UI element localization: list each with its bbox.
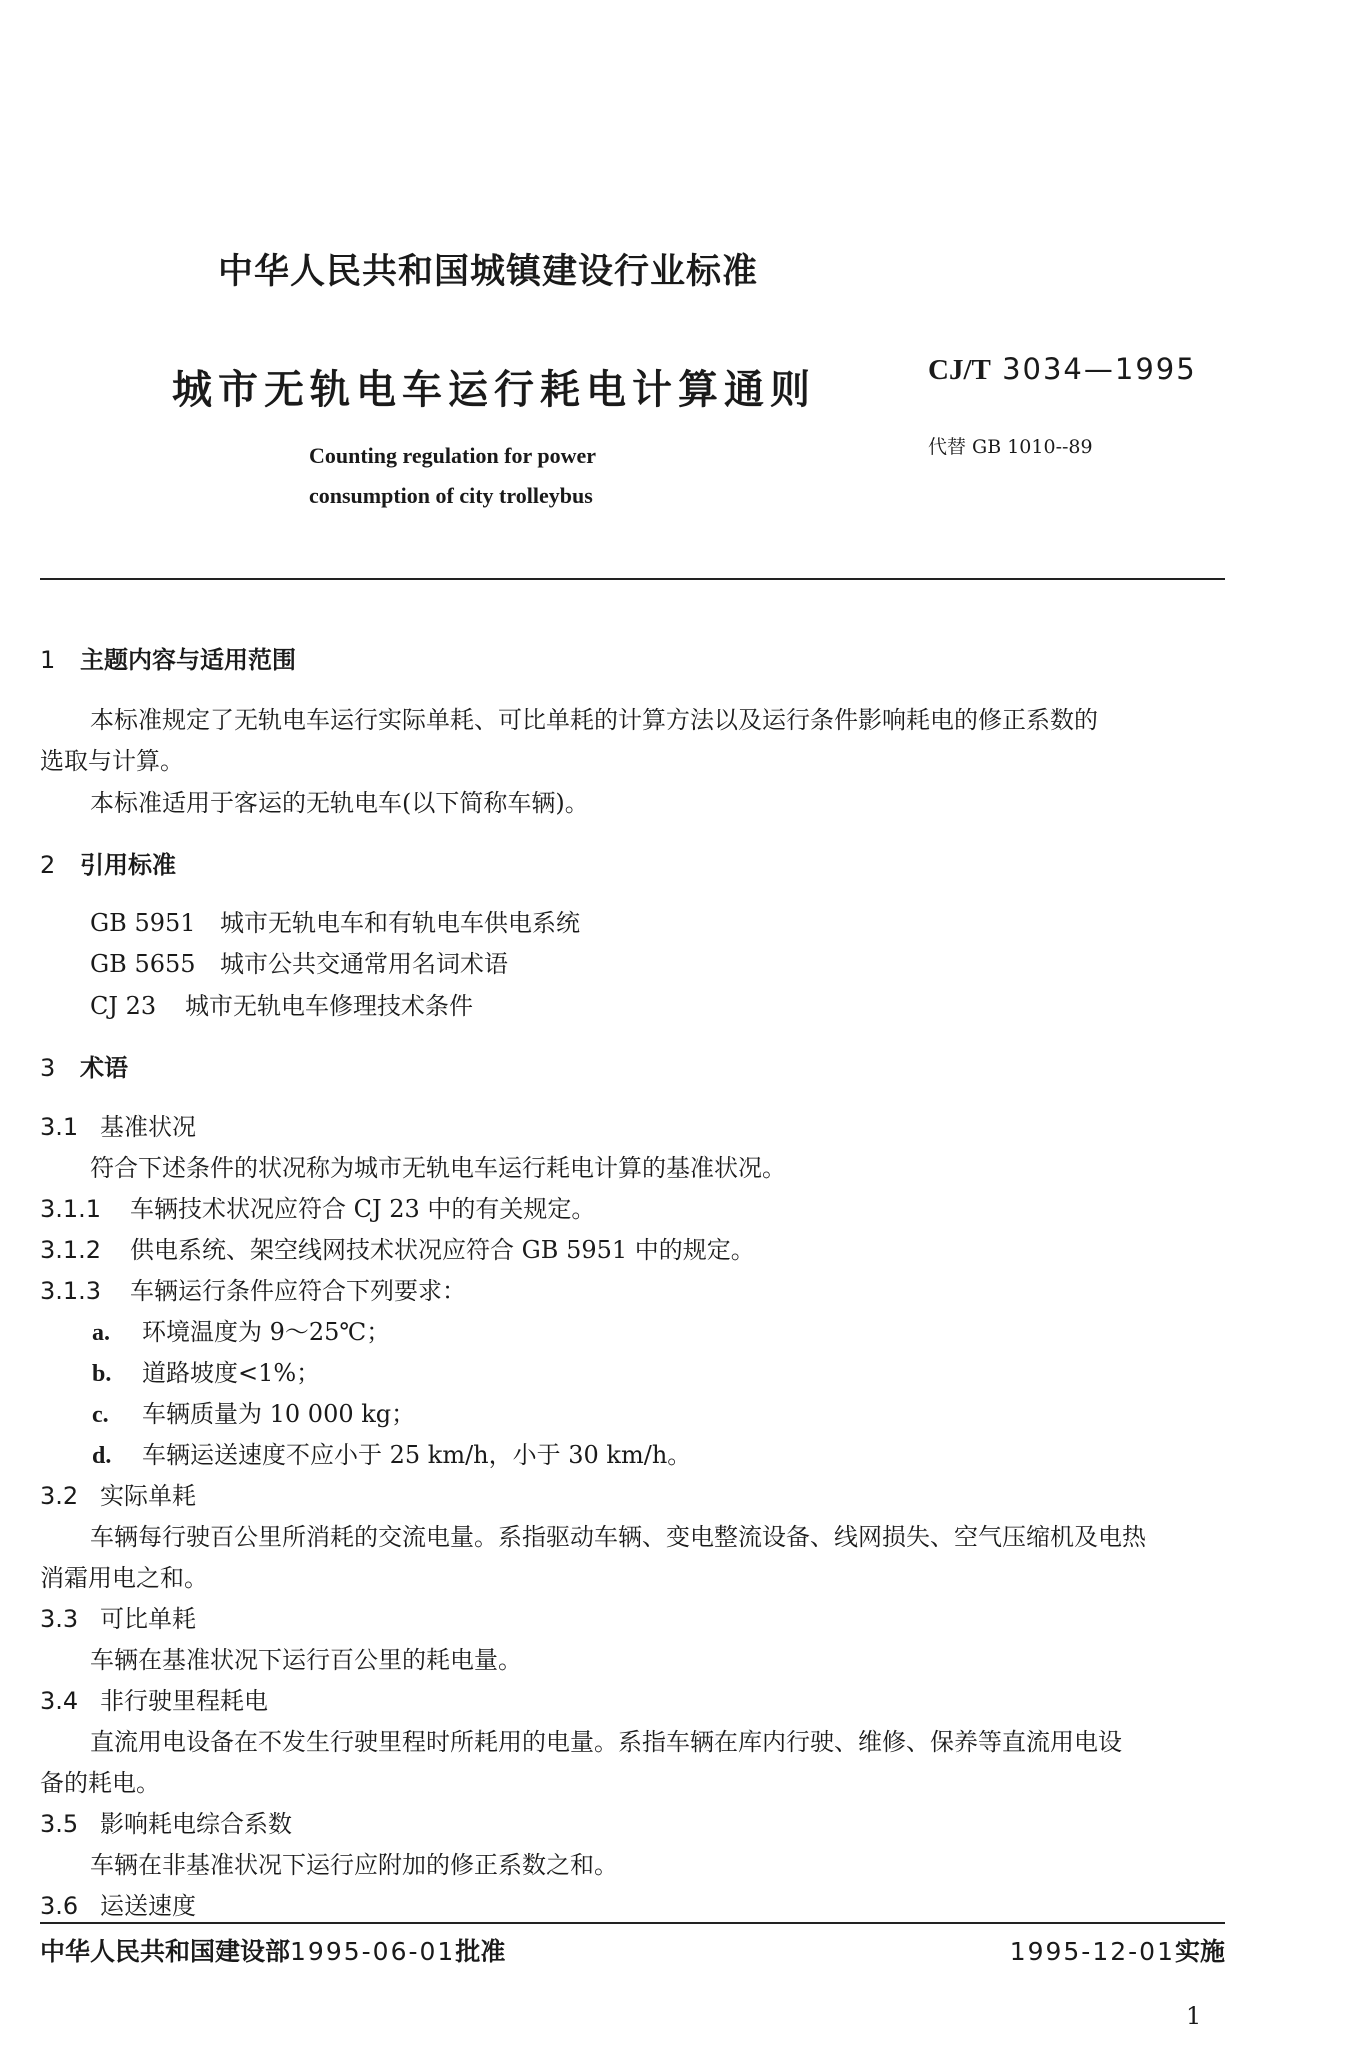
clause-number: 3.6	[40, 1892, 79, 1920]
list-item-marker: c.	[92, 1402, 109, 1428]
approving-authority: 中华人民共和国建设部	[40, 1937, 291, 1966]
standard-number	[928, 352, 1197, 387]
term-3-2	[40, 1476, 196, 1511]
header-divider	[40, 578, 1225, 580]
clause-number: 3.5	[40, 1810, 79, 1838]
list-item-marker: b.	[92, 1361, 112, 1387]
document-title-en-line1: Counting regulation for power	[309, 443, 597, 468]
reference-item	[90, 944, 508, 979]
list-item	[92, 1394, 415, 1429]
effective-date: 1995-12-01	[1009, 1937, 1175, 1966]
list-item-text: 道路坡度<1%；	[142, 1359, 321, 1387]
clause-number: 3.2	[40, 1482, 79, 1510]
list-item-text: 车辆运送速度不应小于 25 km/h，小于 30 km/h。	[142, 1441, 692, 1469]
term-3-4-definition-line2: 备的耗电。	[40, 1769, 160, 1797]
clause-title: 实际单耗	[100, 1482, 196, 1510]
clause-title: 非行驶里程耗电	[100, 1687, 268, 1715]
clause-text: 车辆技术状况应符合 CJ 23 中的有关规定。	[130, 1195, 596, 1223]
standard-number-value: 3034—1995	[1002, 352, 1197, 386]
document-title-zh: 城市无轨电车运行耗电计算通则	[172, 367, 816, 413]
term-3-5-definition: 车辆在非基准状况下运行应附加的修正系数之和。	[90, 1851, 618, 1879]
clause-text: 供电系统、架空线网技术状况应符合 GB 5951 中的规定。	[130, 1236, 755, 1264]
clause-number: 3.4	[40, 1687, 79, 1715]
section-1-heading	[40, 640, 296, 675]
clause-title: 基准状况	[100, 1113, 196, 1141]
s1-paragraph-1-line2: 选取与计算。	[40, 747, 184, 775]
clause-number: 3.1.1	[40, 1195, 102, 1223]
clause-number: 3.3	[40, 1605, 79, 1633]
section-number: 1	[40, 646, 56, 674]
term-3-1-definition: 符合下述条件的状况称为城市无轨电车运行耗电计算的基准状况。	[90, 1154, 786, 1182]
list-item	[92, 1353, 320, 1388]
approval-line	[40, 1932, 505, 1968]
approval-date: 1995-06-01	[290, 1937, 456, 1966]
approval-word: 批准	[455, 1937, 506, 1966]
section-3-heading	[40, 1048, 128, 1083]
reference-code: GB 5655	[90, 950, 196, 978]
list-item-marker: a.	[92, 1320, 110, 1346]
section-number: 3	[40, 1054, 56, 1082]
section-title: 引用标准	[80, 851, 176, 879]
reference-name: 城市无轨电车和有轨电车供电系统	[220, 909, 580, 937]
clause-number: 3.1	[40, 1113, 79, 1141]
list-item	[92, 1312, 390, 1347]
document-title-en-line2: consumption of city trolleybus	[309, 483, 593, 508]
effective-word: 实施	[1174, 1937, 1225, 1966]
term-3-1	[40, 1107, 196, 1142]
list-item-marker: d.	[92, 1443, 112, 1469]
term-3-2-definition-line2: 消霜用电之和。	[40, 1564, 208, 1592]
term-3-3-definition: 车辆在基准状况下运行百公里的耗电量。	[90, 1646, 522, 1674]
footer-divider	[40, 1922, 1225, 1924]
standard-code: CJ/T	[928, 354, 991, 386]
term-3-4	[40, 1681, 268, 1716]
clause-3-1-1	[40, 1189, 595, 1224]
clause-number: 3.1.3	[40, 1277, 102, 1305]
replaces-note: 代替 GB 1010--89	[928, 436, 1093, 458]
issuer-line: 中华人民共和国城镇建设行业标准	[218, 252, 759, 292]
term-3-5	[40, 1804, 292, 1839]
reference-item	[90, 903, 580, 938]
s1-paragraph-2: 本标准适用于客运的无轨电车(以下简称车辆)。	[90, 789, 589, 817]
clause-title: 运送速度	[100, 1892, 196, 1920]
reference-code: GB 5951	[90, 909, 196, 937]
section-number: 2	[40, 851, 56, 879]
reference-name: 城市无轨电车修理技术条件	[185, 992, 473, 1020]
section-2-heading	[40, 845, 176, 880]
list-item-text: 车辆质量为 10 000 kg；	[142, 1400, 416, 1428]
effective-line	[1010, 1932, 1225, 1968]
list-item	[92, 1435, 691, 1470]
term-3-6	[40, 1886, 196, 1921]
reference-code: CJ 23	[90, 992, 157, 1020]
page-number: 1	[1186, 2002, 1202, 2030]
reference-name: 城市公共交通常用名词术语	[220, 950, 508, 978]
term-3-3	[40, 1599, 196, 1634]
clause-3-1-2	[40, 1230, 755, 1265]
clause-3-1-3	[40, 1271, 466, 1306]
term-3-2-definition-line1: 车辆每行驶百公里所消耗的交流电量。系指驱动车辆、变电整流设备、线网损失、空气压缩机及电热	[90, 1523, 1146, 1551]
reference-item	[90, 986, 473, 1021]
list-item-text: 环境温度为 9～25℃；	[142, 1318, 391, 1346]
clause-title: 影响耗电综合系数	[100, 1810, 292, 1838]
clause-text: 车辆运行条件应符合下列要求：	[130, 1277, 466, 1305]
clause-title: 可比单耗	[100, 1605, 196, 1633]
term-3-4-definition-line1: 直流用电设备在不发生行驶里程时所耗用的电量。系指车辆在库内行驶、维修、保养等直流用电设	[90, 1728, 1122, 1756]
s1-paragraph-1-line1: 本标准规定了无轨电车运行实际单耗、可比单耗的计算方法以及运行条件影响耗电的修正系数的	[90, 706, 1098, 734]
clause-number: 3.1.2	[40, 1236, 102, 1264]
section-title: 术语	[80, 1054, 128, 1082]
section-title: 主题内容与适用范围	[80, 646, 296, 674]
